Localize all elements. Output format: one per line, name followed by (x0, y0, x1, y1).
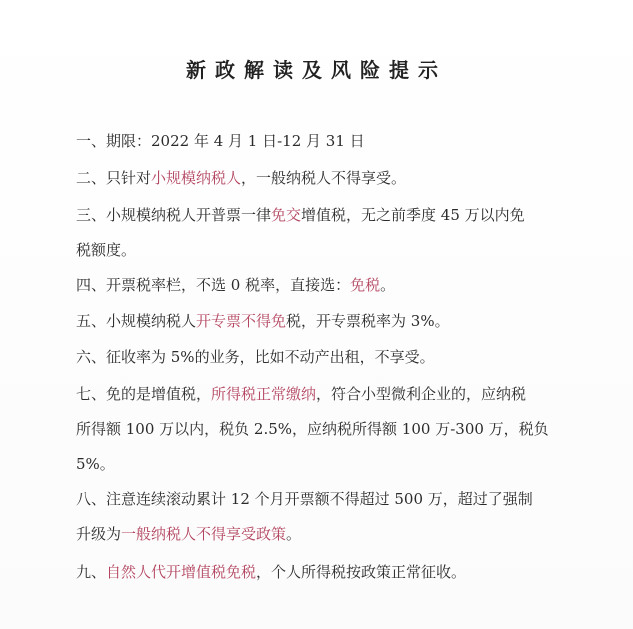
text-segment: 。 (286, 525, 302, 543)
text-segment: 九、 (76, 563, 107, 581)
text-line (76, 342, 576, 372)
text-line (76, 200, 576, 230)
policy-item-2 (76, 163, 576, 193)
text-line (76, 519, 576, 549)
policy-item-5 (76, 306, 576, 336)
text-line (76, 449, 576, 479)
text-segment: 六、征收率为 5%的业务，比如不动产出租，不享受。 (76, 348, 435, 366)
policy-item-7 (76, 379, 576, 479)
text-segment: 增值税，无之前季度 45 万以内免 (301, 206, 525, 224)
text-segment: ，符合小型微利企业的，应纳税 (316, 385, 527, 403)
text-segment: 七、免的是增值税， (76, 385, 212, 403)
text-segment: ，个人所得税按政策正常征收。 (256, 563, 467, 581)
highlighted-text: 免交 (271, 206, 302, 224)
text-segment: 。 (380, 276, 396, 294)
text-line (76, 270, 576, 300)
text-line (76, 235, 576, 265)
highlighted-text: 开专票不得免 (196, 312, 287, 330)
policy-item-6 (76, 342, 576, 372)
policy-item-8 (76, 484, 576, 549)
highlighted-text: 一般纳税人不得享受政策 (121, 525, 287, 543)
text-segment: 三、小规模纳税人开普票一律 (76, 206, 272, 224)
text-segment: 一、期限：2022 年 4 月 1 日-12 月 31 日 (76, 132, 365, 150)
text-segment: 所得额 100 万以内，税负 2.5%，应纳税所得额 100 万-300 万，税负 (76, 420, 549, 438)
text-line (76, 379, 576, 409)
text-segment: 5%。 (76, 455, 115, 473)
page-title: 新政解读及风险提示 (186, 58, 447, 82)
highlighted-text: 自然人代开增值税免税 (106, 563, 257, 581)
text-line (76, 484, 576, 514)
text-line (76, 163, 576, 193)
text-segment: 四、开票税率栏，不选 0 税率，直接选： (76, 276, 351, 294)
text-segment: 五、小规模纳税人 (76, 312, 197, 330)
policy-item-3 (76, 200, 576, 265)
highlighted-text: 免税 (350, 276, 381, 294)
text-segment: 税额度。 (76, 241, 137, 259)
text-segment: ，一般纳税人不得享受。 (241, 169, 407, 187)
text-line (76, 126, 576, 156)
text-line (76, 306, 576, 336)
policy-item-4 (76, 270, 576, 300)
policy-item-9 (76, 557, 576, 587)
policy-item-1 (76, 126, 576, 156)
highlighted-text: 所得税正常缴纳 (211, 385, 317, 403)
text-segment: 八、注意连续滚动累计 12 个月开票额不得超过 500 万，超过了强制 (76, 490, 533, 508)
text-line (76, 557, 576, 587)
text-segment: 升级为 (76, 525, 122, 543)
text-segment: 二、只针对 (76, 169, 152, 187)
highlighted-text: 小规模纳税人 (151, 169, 242, 187)
text-segment: 税，开专票税率为 3%。 (286, 312, 450, 330)
text-line (76, 414, 576, 444)
